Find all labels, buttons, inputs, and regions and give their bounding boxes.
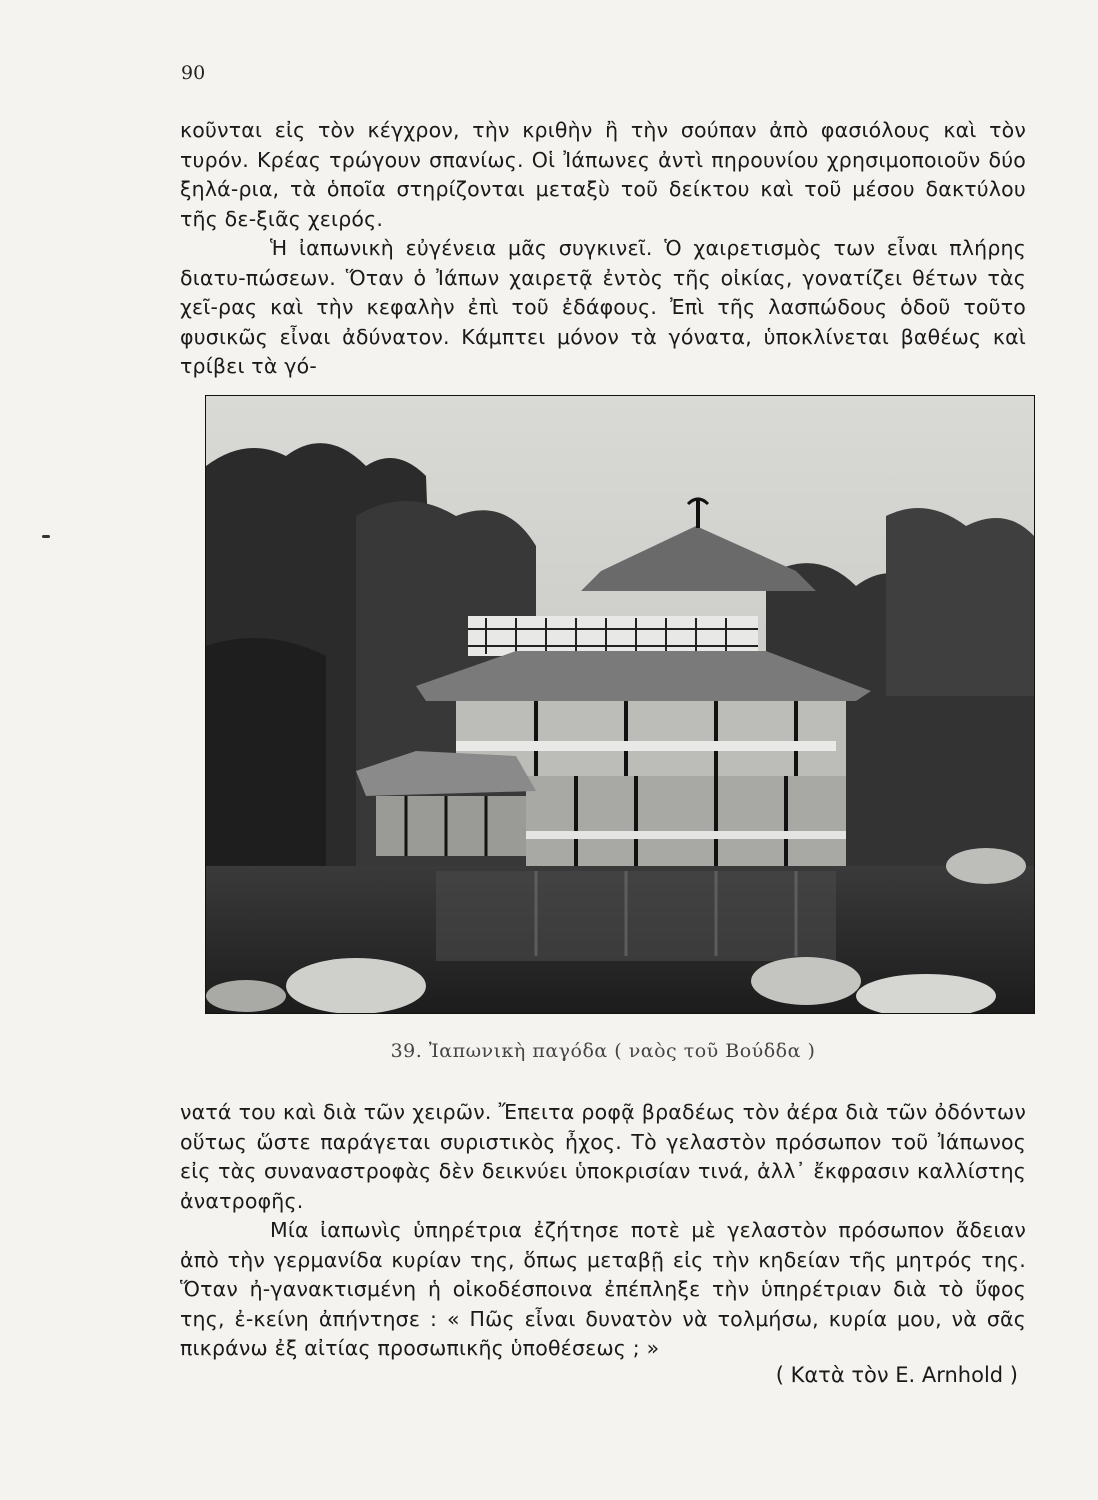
paragraph: Ἡ ἰαπωνικὴ εὐγένεια μᾶς συγκινεῖ. Ὁ χαιρετισμὸς των εἶναι πλήρης διατυ-πώσεων. Ὅταν ὁ Ἰάπων χαιρετᾷ ἐντὸς τῆς οἰκίας, γονατίζει θέτων τὰς χεῖ-ρας καὶ τὴν κεφαλὴν ἐπὶ τοῦ ἐδάφους. Ἐπὶ τῆς λασπώδους ὁδοῦ τοῦτο φυσικῶς εἶναι ἀδύνατον. Κάμπτει μόνον τὰ γόνατα, ὑποκλίνεται βαθέως καὶ τρίβει τὰ γό- (180, 236, 1026, 378)
page-number: 90 (181, 62, 206, 84)
figure-caption: 39. Ἰαπωνικὴ παγόδα ( ναὸς τοῦ Βούδδα ) (390, 1040, 816, 1062)
top-text-block (180, 116, 1026, 382)
paragraph: νατά του καὶ διὰ τῶν χειρῶν. Ἔπειτα ροφᾷ βραδέως τὸν ἀέρα διὰ τῶν ὀδόντων οὕτως ὥστε παράγεται συριστικὸς ἦχος. Τὸ γελαστὸν πρόσωπον τοῦ Ἰάπωνος εἰς τὰς συναναστροφὰς δὲν δεικνύει ὑποκρισίαν τινά, ἀλλ᾽ ἔκφρασιν καλλίστης ἀνατροφῆς. (180, 1100, 1026, 1213)
attribution: ( Κατὰ τὸν Ε. Arnhold ) (775, 1363, 1018, 1387)
pagoda-illustration (206, 396, 1034, 1013)
paragraph: κοῦνται εἰς τὸν κέγχρον, τὴν κριθὴν ἢ τὴν σούπαν ἀπὸ φασιόλους καὶ τὸν τυρόν. Κρέας τρώγουν σπανίως. Οἱ Ἰάπωνες ἀντὶ πηρουνίου χρησιμοποιοῦν δύο ξηλά-ρια, τὰ ὁποῖα στηρίζονται μεταξὺ τοῦ δείκτου καὶ τοῦ μέσου δακτύλου τῆς δε-ξιᾶς χειρός. (180, 118, 1026, 231)
bottom-text-block (180, 1098, 1026, 1364)
pagoda-photo (205, 395, 1035, 1014)
ink-speck (42, 535, 50, 538)
paragraph: Μία ἰαπωνὶς ὑπηρέτρια ἐζήτησε ποτὲ μὲ γελαστὸν πρόσωπον ἄδειαν ἀπὸ τὴν γερμανίδα κυρίαν της, ὅπως μεταβῇ εἰς τὴν κηδείαν τῆς μητρός της. Ὅταν ἠ-γανακτισμένη ἡ οἰκοδέσποινα ἐπέπληξε τὴν ὑπηρέτριαν διὰ τὸ ὕφος της, ἐ-κείνη ἀπήντησε : « Πῶς εἶναι δυνατὸν νὰ τολμήσω, κυρία μου, νὰ σᾶς πικράνω ἐξ αἰτίας προσωπικῆς ὑποθέσεως ; » (180, 1218, 1026, 1360)
